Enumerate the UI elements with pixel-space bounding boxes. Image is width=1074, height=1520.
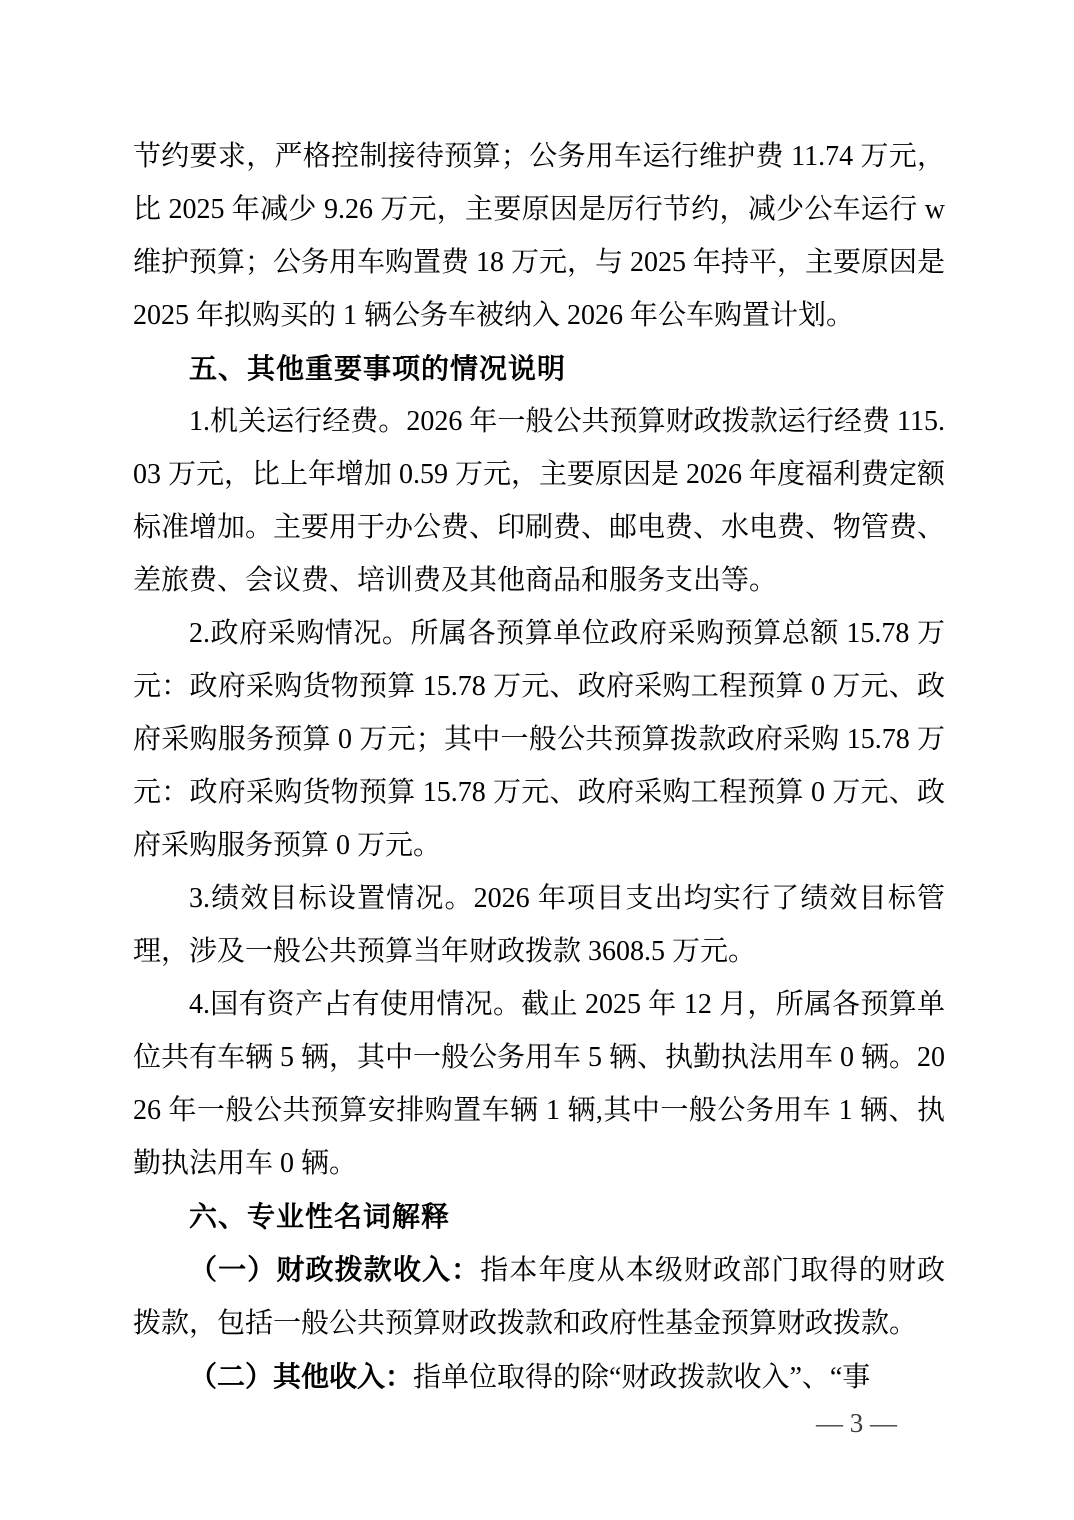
term-lead-other-income: （二）其他收入： — [189, 1361, 414, 1392]
paragraph-performance-targets: 3.绩效目标设置情况。2026 年项目支出均实行了绩效目标管理，涉及一般公共预算当年财政拨款 3608.5 万元。 — [133, 883, 945, 967]
term-lead-fiscal-appropriation-income: （一）财政拨款收入： — [189, 1254, 481, 1285]
paragraph-continued-from-previous-page: 节约要求，严格控制接待预算；公务用车运行维护费 11.74 万元，比 2025 年减少 9.26 万元，主要原因是厉行节约，减少公车运行 w 维护预算；公务用车购置费 18 万元，与 2025 年持平，主要原因是 2025 年拟购买的 1 辆公务车被纳入 2026 年公车购置计划。 — [133, 141, 946, 331]
term-text-other-income: 指单位取得的除“财政拨款收入”、“事 — [413, 1362, 871, 1393]
page-footer — [816, 1406, 926, 1440]
paragraph-government-procurement: 2.政府采购情况。所属各预算单位政府采购预算总额 15.78 万元：政府采购货物预算 15.78 万元、政府采购工程预算 0 万元、政府采购服务预算 0 万元；其中一般公共预算拨款政府采购 15.78 万元：政府采购货物预算 15.78 万元、政府采购工程预算 0 万元、政府采购服务预算 0 万元。 — [133, 618, 945, 861]
term-text-fiscal-appropriation-income: 指本年度从本级财政部门取得的财政拨款，包括一般公共预算财政拨款和政府性基金预算财政拨款。 — [133, 1255, 945, 1339]
page-number: — 3 — — [816, 1408, 897, 1438]
term-definition-fiscal-appropriation-income — [133, 1243, 945, 1350]
paragraph-agency-operating-funds: 1.机关运行经费。2026 年一般公共预算财政拨款运行经费 115.03 万元，比上年增加 0.59 万元，主要原因是 2026 年度福利费定额标准增加。主要用于办公费、印刷费、邮电费、水电费、物管费、差旅费、会议费、培训费及其他商品和服务支出等。 — [133, 406, 946, 596]
page-content — [133, 130, 945, 1404]
paragraph-state-assets-usage: 4.国有资产占有使用情况。截止 2025 年 12 月，所属各预算单位共有车辆 5 辆，其中一般公务用车 5 辆、执勤执法用车 0 辆。2026 年一般公共预算安排购置车辆 1 辆,其中一般公务用车 1 辆、执勤执法用车 0 辆。 — [133, 989, 946, 1179]
section-heading-6: 六、专业性名词解释 — [189, 1201, 451, 1232]
section-heading-5: 五、其他重要事项的情况说明 — [189, 353, 567, 384]
term-definition-other-income — [133, 1350, 945, 1404]
